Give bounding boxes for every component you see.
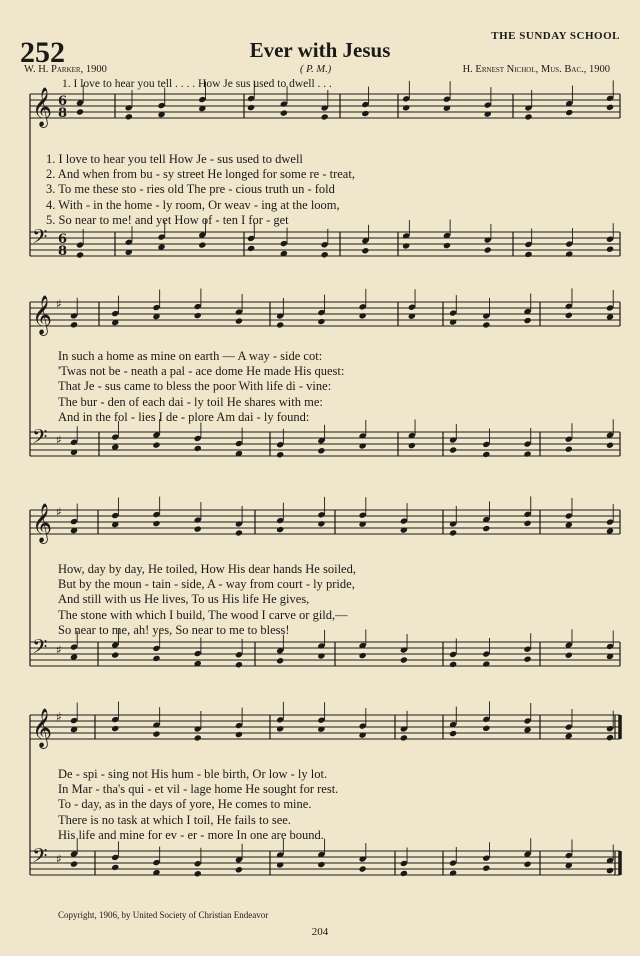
time-signature-bottom: 8 <box>58 106 68 121</box>
bass-note <box>565 446 573 453</box>
treble-note <box>482 321 490 328</box>
lyric-line: How, day by day, He toiled, How His dear hands He soiled, <box>58 562 356 576</box>
bass-note <box>152 655 160 662</box>
lyric-line: That Je - sus came to bless the poor With life di - vine: <box>58 379 332 394</box>
lyric-line: And still with us He lives, To us His life He gives, <box>58 592 310 607</box>
time-signature-top: 6 <box>58 232 68 247</box>
treble-note <box>359 312 367 319</box>
bass-note <box>111 651 119 658</box>
composer-credit: H. Ernest Nichol, Mus. Bac., 1900 <box>462 64 610 75</box>
treble-note <box>317 520 325 527</box>
bass-note <box>482 660 490 667</box>
bass-note <box>359 865 367 872</box>
lyric-line: The bur - den of each dai - ly toil He shares with me: <box>58 394 323 409</box>
lyric-line: 3. To me these sto - ries old The pre - cious truth un - fold <box>46 182 335 197</box>
bass-note <box>523 861 531 868</box>
treble-note <box>247 104 255 111</box>
bass-note <box>606 867 614 874</box>
bass-note <box>317 861 325 868</box>
treble-note <box>606 734 614 741</box>
lyric-line: 4. With - in the home - ly room, Or weav - ing at the loom, <box>46 197 340 212</box>
bass-note <box>523 656 531 663</box>
lyric-line: To - day, as in the days of yore, He comes to mine. <box>58 797 312 812</box>
bass-note <box>235 661 243 668</box>
treble-note <box>276 725 284 732</box>
treble-note <box>276 321 284 328</box>
bass-note <box>606 442 614 449</box>
lyric-line: And in the fol - lies I de - plore Am dai - ly found: <box>58 409 310 424</box>
treble-note <box>235 529 243 536</box>
lyric-line: So near to me, ah! yes, So near to me to bless! <box>58 622 290 637</box>
treble-note <box>280 109 288 116</box>
lyric-line: In Mar - tha's qui - et vil - lage home He sought for rest. <box>58 782 339 797</box>
bass-note <box>70 860 78 867</box>
bass-note <box>247 245 255 252</box>
bass-note <box>276 657 284 664</box>
treble-clef: 𝄞 <box>32 295 53 335</box>
key-signature-sharp: ♯ <box>56 433 62 447</box>
bass-note <box>400 870 408 877</box>
bass-note <box>76 251 84 258</box>
lyric-line: 'Twas not be - neath a pal - ace dome He made His quest: <box>58 364 345 379</box>
bass-note <box>198 241 206 248</box>
treble-note <box>565 312 573 319</box>
author-credit: W. H. Parker, 1900 <box>24 64 107 75</box>
treble-note <box>482 525 490 532</box>
treble-note <box>152 520 160 527</box>
treble-note <box>361 110 369 117</box>
treble-note <box>606 313 614 320</box>
bass-clef: 𝄢 <box>32 844 48 872</box>
bass-note <box>606 246 614 253</box>
treble-note <box>523 317 531 324</box>
bass-note <box>400 656 408 663</box>
key-signature-sharp: ♯ <box>56 710 62 724</box>
treble-note <box>276 526 284 533</box>
bass-note <box>194 870 202 877</box>
bass-note <box>276 861 284 868</box>
bass-note <box>449 869 457 876</box>
treble-clef: 𝄞 <box>32 503 53 543</box>
treble-note <box>606 104 614 111</box>
time-signature-top: 6 <box>58 94 68 109</box>
hymn-number: 252 <box>20 36 65 69</box>
bass-note <box>317 447 325 454</box>
treble-note <box>76 108 84 115</box>
bass-note <box>443 242 451 249</box>
treble-note <box>317 318 325 325</box>
treble-note <box>152 730 160 737</box>
treble-note <box>111 725 119 732</box>
lyric-line: His life and mine for ev - er - more In one are bound. <box>58 827 324 842</box>
bass-note <box>482 865 490 872</box>
meter-label: ( P. M.) <box>300 64 332 75</box>
treble-note <box>70 321 78 328</box>
time-signature-bottom: 8 <box>58 244 68 259</box>
treble-note <box>321 113 329 120</box>
bass-note <box>565 250 573 257</box>
treble-note <box>482 725 490 732</box>
bass-note <box>524 251 532 258</box>
treble-note <box>235 317 243 324</box>
treble-note <box>235 731 243 738</box>
key-signature-sharp: ♯ <box>56 643 62 657</box>
bass-note <box>523 450 531 457</box>
book-title: THE SUNDAY SCHOOL <box>491 30 620 42</box>
treble-clef: 𝄞 <box>32 87 53 127</box>
treble-note <box>449 730 457 737</box>
lyric-line: De - spi - sing not His hum - ble birth, Or low - ly lot. <box>58 767 328 781</box>
bass-note <box>402 242 410 249</box>
treble-note <box>524 113 532 120</box>
bass-note <box>276 451 284 458</box>
hymn-title: Ever with Jesus <box>249 38 391 62</box>
lyric-line: 1. I love to hear you tell How Je - sus used to dwell <box>46 152 303 166</box>
bass-note <box>565 652 573 659</box>
bass-note <box>449 446 457 453</box>
copyright-notice: Copyright, 1906, by United Society of Christian Endeavor <box>58 910 269 920</box>
treble-note <box>194 734 202 741</box>
lyric-line: 2. And when from bu - sy street He longed for some re - treat, <box>46 167 355 182</box>
page-number: 204 <box>311 926 329 938</box>
bass-note <box>449 661 457 668</box>
bass-clef: 𝄢 <box>32 225 48 253</box>
bass-clef: 𝄢 <box>32 635 48 663</box>
bass-note <box>317 652 325 659</box>
key-signature-sharp: ♯ <box>56 505 62 519</box>
treble-note <box>523 520 531 527</box>
treble-note <box>402 104 410 111</box>
key-signature-sharp: ♯ <box>56 297 62 311</box>
lyric-line: There is no task at which I toil, He fails to see. <box>58 812 291 827</box>
bass-note <box>321 251 329 258</box>
top-lyric-line: 1. I love to hear you tell . . . . How Je sus used to dwell . . . <box>62 78 332 90</box>
lyric-line: In such a home as mine on earth — A way - side cot: <box>58 349 323 363</box>
bass-note <box>359 442 367 449</box>
treble-note <box>523 726 531 733</box>
bass-note <box>235 866 243 873</box>
bass-clef: 𝄢 <box>32 425 48 453</box>
treble-note <box>400 734 408 741</box>
bass-note <box>359 652 367 659</box>
key-signature-sharp: ♯ <box>56 852 62 866</box>
lyric-line: The stone with which I build, The wood I carve or gild,— <box>58 607 348 622</box>
bass-note <box>361 247 369 254</box>
lyric-line: But by the moun - tain - side, A - way from court - ly pride, <box>58 577 355 592</box>
bass-note <box>194 445 202 452</box>
lyric-line: 5. So near to me! and yet How of - ten I for - get <box>46 212 289 227</box>
bass-note <box>111 864 119 871</box>
treble-note <box>194 312 202 319</box>
treble-note <box>194 525 202 532</box>
treble-note <box>449 529 457 536</box>
bass-note <box>482 451 490 458</box>
treble-note <box>125 113 133 120</box>
bass-note <box>408 442 416 449</box>
treble-clef: 𝄞 <box>32 708 53 748</box>
treble-note <box>565 521 573 528</box>
bass-note <box>152 441 160 448</box>
bass-note <box>484 246 492 253</box>
treble-note <box>565 109 573 116</box>
